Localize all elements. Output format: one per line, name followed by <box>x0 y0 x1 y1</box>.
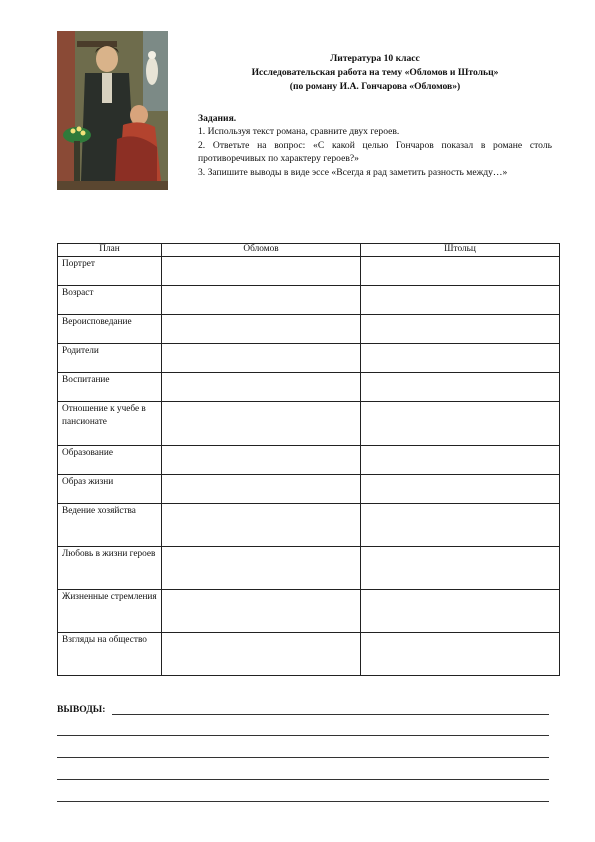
oblomov-cell[interactable] <box>162 315 361 344</box>
table-row <box>58 402 560 446</box>
oblomov-cell[interactable] <box>162 590 361 633</box>
row-label: Родители <box>58 344 162 373</box>
answer-line[interactable] <box>57 801 549 802</box>
answer-line[interactable] <box>57 757 549 758</box>
table-row <box>58 475 560 504</box>
stolz-cell[interactable] <box>361 504 560 547</box>
novel-reference: (по роману И.А. Гончарова «Обломов») <box>289 81 461 92</box>
oblomov-cell[interactable] <box>162 446 361 475</box>
task-item: 2. Ответьте на вопрос: «С какой целью Гончаров показал в романе столь противоречивых по характеру героев?» <box>198 139 552 165</box>
conclusions-label: ВЫВОДЫ: <box>57 704 106 715</box>
comparison-table <box>57 243 560 676</box>
subject-title: Литература 10 класс <box>330 53 420 64</box>
row-label: Вероисповедание <box>58 315 162 344</box>
table-row <box>58 373 560 402</box>
table-row <box>58 590 560 633</box>
oblomov-cell[interactable] <box>162 286 361 315</box>
stolz-cell[interactable] <box>361 286 560 315</box>
oblomov-cell[interactable] <box>162 475 361 504</box>
task-item: 1. Используя текст романа, сравните двух героев. <box>198 126 400 138</box>
row-label: Отношение к учебе в пансионате <box>58 402 162 446</box>
column-header-stolz: Штольц <box>361 244 560 257</box>
table-row <box>58 257 560 286</box>
stolz-cell[interactable] <box>361 475 560 504</box>
table-row <box>58 446 560 475</box>
row-label: Возраст <box>58 286 162 315</box>
answer-line[interactable] <box>112 714 549 715</box>
table-row <box>58 547 560 590</box>
stolz-cell[interactable] <box>361 257 560 286</box>
novel-illustration <box>57 31 168 190</box>
work-title: Исследовательская работа на тему «Обломов и Штольц» <box>251 67 499 78</box>
answer-line[interactable] <box>57 735 549 736</box>
tasks-heading: Задания. <box>198 113 237 124</box>
table-header-row <box>58 244 560 257</box>
oblomov-cell[interactable] <box>162 373 361 402</box>
stolz-cell[interactable] <box>361 315 560 344</box>
row-label: Ведение хозяйства <box>58 504 162 547</box>
stolz-cell[interactable] <box>361 373 560 402</box>
row-label: Воспитание <box>58 373 162 402</box>
stolz-cell[interactable] <box>361 590 560 633</box>
stolz-cell[interactable] <box>361 402 560 446</box>
task-item: 3. Запишите выводы в виде эссе «Всегда я рад заметить разность между…» <box>198 166 508 178</box>
oblomov-cell[interactable] <box>162 257 361 286</box>
tasks-section <box>198 112 552 179</box>
column-header-plan: План <box>58 244 162 257</box>
oblomov-cell[interactable] <box>162 504 361 547</box>
row-label: Взгляды на общество <box>58 633 162 676</box>
table-row <box>58 344 560 373</box>
answer-line[interactable] <box>57 779 549 780</box>
oblomov-cell[interactable] <box>162 633 361 676</box>
document-header <box>198 52 552 94</box>
stolz-cell[interactable] <box>361 344 560 373</box>
stolz-cell[interactable] <box>361 633 560 676</box>
table-row <box>58 504 560 547</box>
row-label: Образование <box>58 446 162 475</box>
table-row <box>58 286 560 315</box>
row-label: Жизненные стремления <box>58 590 162 633</box>
stolz-cell[interactable] <box>361 547 560 590</box>
column-header-oblomov: Обломов <box>162 244 361 257</box>
table-row <box>58 315 560 344</box>
oblomov-cell[interactable] <box>162 344 361 373</box>
row-label: Портрет <box>58 257 162 286</box>
oblomov-cell[interactable] <box>162 402 361 446</box>
row-label: Любовь в жизни героев <box>58 547 162 590</box>
oblomov-cell[interactable] <box>162 547 361 590</box>
stolz-cell[interactable] <box>361 446 560 475</box>
table-row <box>58 633 560 676</box>
row-label: Образ жизни <box>58 475 162 504</box>
